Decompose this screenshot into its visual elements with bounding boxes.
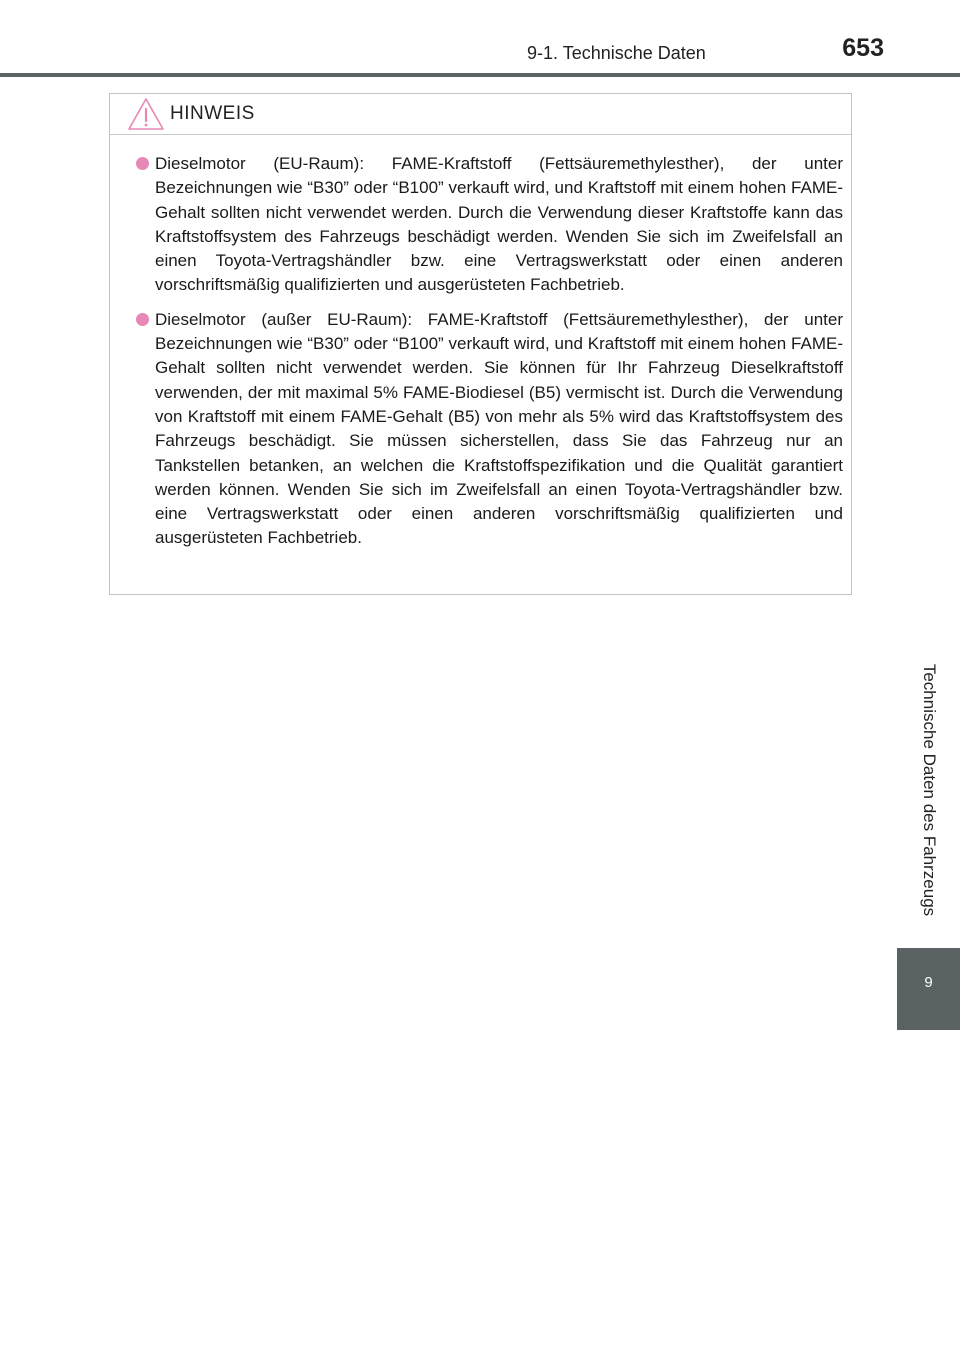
chapter-side-label [898, 640, 960, 940]
header-rule [0, 73, 960, 77]
chapter-number: 9 [924, 974, 933, 991]
notice-item [136, 152, 843, 298]
section-title: 9-1. Technische Daten [527, 43, 706, 63]
notice-body [136, 152, 843, 561]
notice-title: HINWEIS [170, 103, 255, 124]
notice-header [110, 94, 851, 135]
chapter-tab [897, 948, 960, 1030]
page-number: 653 [842, 34, 884, 62]
notice-item [136, 308, 843, 551]
warning-triangle-icon [127, 97, 165, 131]
chapter-label-text: Technische Daten des Fahrzeugs [920, 663, 939, 917]
notice-item-text: Dieselmotor (EU-Raum): FAME-Kraftstoff (Fettsäuremethylesther), der unter Bezeichnungen wie “B30” oder “B100” verkauft wird, und Kraftstoff mit einem hohen FAME-Gehalt sollten nicht verwendet werden. Durch die Verwendung dieser Kraftstoffe kann das Kraftstoffsystem des Fahrzeugs beschädigt werden. Wenden Sie sich im Zweifelsfall an einen Toyota-Vertragshändler bzw. eine Vertragswerkstatt oder einen anderen vorschriftsmäßig qualifizierten und ausgerüsteten Fachbetrieb. [155, 154, 843, 295]
notice-box [109, 93, 852, 595]
bullet-icon [136, 313, 149, 326]
bullet-icon [136, 157, 149, 170]
notice-item-text: Dieselmotor (außer EU-Raum): FAME-Kraftstoff (Fettsäuremethylesther), der unter Bezeichnungen wie “B30” oder “B100” verkauft wird, und Kraftstoff mit einem hohen FAME-Gehalt sollten nicht verwendet werden. Sie können für Ihr Fahrzeug Dieselkraftstoff verwenden, der mit maximal 5% FAME-Biodiesel (B5) vermischt ist. Durch die Verwendung von Kraftstoff mit einem FAME-Gehalt (B5) von mehr als 5% wird das Kraftstoffsystem des Fahrzeugs beschädigt. Sie müssen sicherstellen, dass Sie das Fahrzeug nur an Tankstellen betanken, an welchen die Kraftstoffspezifikation und die Qualität garantiert werden können. Wenden Sie sich im Zweifelsfall an einen Toyota-Vertragshändler bzw. eine Vertragswerkstatt oder einen anderen vorschriftsmäßig qualifizierten und ausgerüsteten Fachbetrieb. [155, 309, 843, 548]
